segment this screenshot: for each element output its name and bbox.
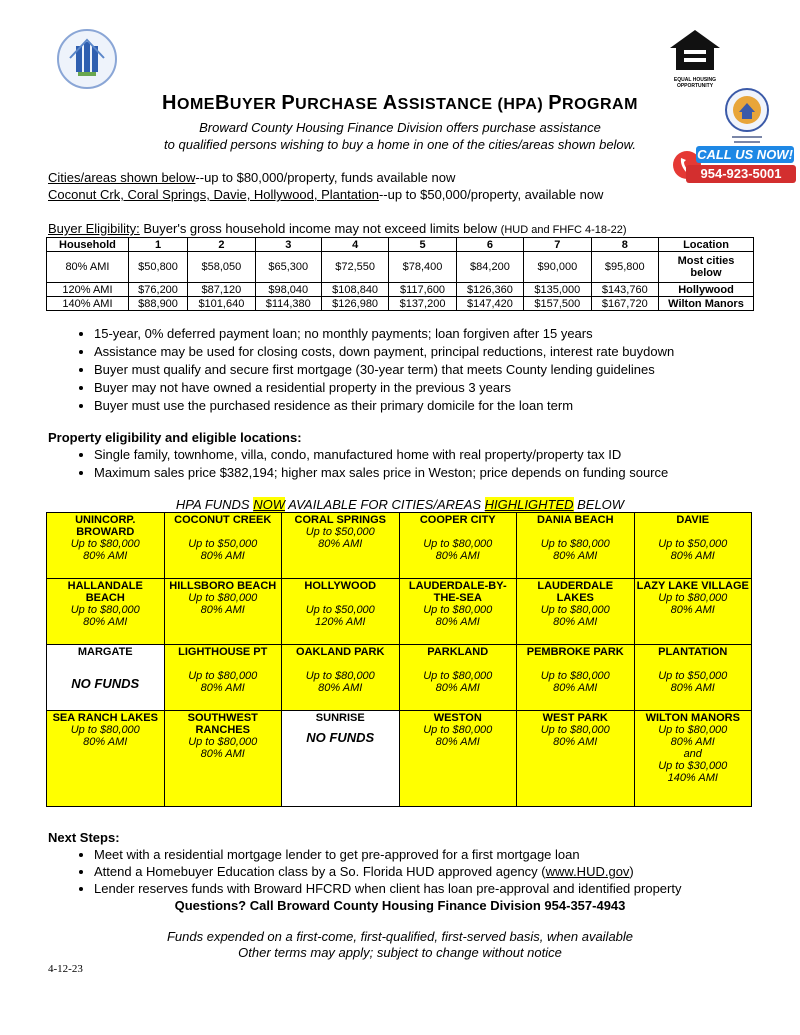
grid-row: [47, 645, 752, 711]
list-item: • Maximum sales price $382,194; higher max sales price in Weston; price depends on funding source: [94, 465, 668, 480]
table-row: [47, 252, 754, 283]
list-item: • Assistance may be used for closing costs, down payment, principal reductions, interest rate buydown: [94, 344, 674, 359]
header-3: 3: [255, 238, 321, 252]
header-4: 4: [321, 238, 388, 252]
list-item: • Buyer must qualify and secure first mortgage (30-year term) that meets County lending guidelines: [94, 362, 674, 377]
header-1: 1: [128, 238, 187, 252]
table-cell: $101,640: [188, 297, 255, 311]
city-cell-southwest-ranches: SOUTHWEST RANCHES Up to $80,000 80% AMI: [164, 711, 282, 807]
hud-website-link[interactable]: www.HUD.gov: [545, 864, 630, 879]
city-cell-weston: WESTON Up to $80,000 80% AMI: [399, 711, 517, 807]
footer-line-1: Funds expended on a first-come, first-qualified, first-served basis, when available: [166, 929, 634, 944]
subtitle-line-1: Broward County Housing Finance Division offers purchase assistance: [199, 120, 601, 135]
document-date: 4-12-23: [48, 963, 83, 975]
now-highlight: NOW: [253, 497, 285, 512]
table-cell: $90,000: [524, 252, 591, 283]
income-limits-table: [46, 237, 754, 311]
table-cell: $108,840: [321, 283, 388, 297]
city-cell-lauderdale-lakes: LAUDERDALE LAKES Up to $80,000 80% AMI: [517, 579, 635, 645]
grid-row: [47, 513, 752, 579]
equal-housing-house-icon: [664, 26, 726, 72]
buyer-eligibility-text: Buyer's gross household income may not exceed limits below: [139, 221, 498, 236]
hud-logo-icon: [56, 28, 118, 90]
table-cell: $137,200: [389, 297, 456, 311]
eho-text-1: EQUAL HOUSING: [673, 77, 717, 83]
table-cell: $84,200: [456, 252, 523, 283]
table-cell: $76,200: [128, 283, 187, 297]
city-cell-sea-ranch-lakes: SEA RANCH LAKES Up to $80,000 80% AMI: [47, 711, 165, 807]
availability-line-2-label: Coconut Crk, Coral Springs, Davie, Hollywood, Plantation: [48, 187, 379, 202]
city-cell-lauderdale-by-the-sea: LAUDERDALE-BY-THE-SEA Up to $80,000 80% AMI: [399, 579, 517, 645]
table-cell: $143,760: [591, 283, 658, 297]
table-cell: 140% AMI: [47, 297, 129, 311]
no-funds-label: NO FUNDS: [306, 730, 375, 745]
city-cell-coconut-creek: COCONUT CREEK Up to $50,000 80% AMI: [164, 513, 282, 579]
table-cell: $50,800: [128, 252, 187, 283]
grid-row: [47, 711, 752, 807]
list-item: • Single family, townhome, villa, condo, manufactured home with real property/property tax ID: [94, 447, 668, 462]
header-2: 2: [188, 238, 255, 252]
list-item: • 15-year, 0% deferred payment loan; no monthly payments; loan forgiven after 15 years: [94, 326, 674, 341]
availability-line-2: [48, 187, 603, 202]
list-item: • Lender reserves funds with Broward HFCRD when client has loan pre-approval and identified property: [94, 881, 681, 896]
availability-line-1-label: Cities/areas shown below: [48, 170, 196, 185]
header-5: 5: [389, 238, 456, 252]
list-item: • Buyer must use the purchased residence as their primary domicile for the loan term: [94, 398, 674, 413]
list-item: • Attend a Homebuyer Education class by a So. Florida HUD approved agency (www.HUD.gov): [94, 864, 681, 879]
table-cell: Hollywood: [659, 283, 754, 297]
no-funds-label: NO FUNDS: [71, 676, 140, 691]
hpa-funds-heading: HPA FUNDS NOW AVAILABLE FOR CITIES/AREAS HIGHLIGHTED BELOW: [175, 497, 625, 512]
table-cell: 80% AMI: [47, 252, 129, 283]
city-cell-davie: DAVIE Up to $50,000 80% AMI: [634, 513, 752, 579]
city-cell-hollywood: HOLLYWOOD Up to $50,000 120% AMI: [282, 579, 400, 645]
table-row: [47, 297, 754, 311]
city-cell-cooper-city: COOPER CITY Up to $80,000 80% AMI: [399, 513, 517, 579]
availability-line-1: [48, 170, 455, 185]
table-cell: Most cities below: [659, 252, 754, 283]
call-phone-number: 954-923-5001: [686, 165, 796, 183]
table-cell: $87,120: [188, 283, 255, 297]
buyer-eligibility-label: Buyer Eligibility:: [48, 221, 140, 236]
header-6: 6: [456, 238, 523, 252]
table-cell: 120% AMI: [47, 283, 129, 297]
city-cell-lazy-lake-village: LAZY LAKE VILLAGE Up to $80,000 80% AMI: [634, 579, 752, 645]
city-cell-sunrise: SUNRISE NO FUNDS: [282, 711, 400, 807]
call-now-badge[interactable]: [672, 146, 796, 184]
table-cell: $135,000: [524, 283, 591, 297]
table-cell: $98,040: [255, 283, 321, 297]
table-cell: $126,980: [321, 297, 388, 311]
city-cell-plantation: PLANTATION Up to $50,000 80% AMI: [634, 645, 752, 711]
city-cell-pembroke-park: PEMBROKE PARK Up to $80,000 80% AMI: [517, 645, 635, 711]
header-7: 7: [524, 238, 591, 252]
table-cell: $167,720: [591, 297, 658, 311]
eho-text-2: OPPORTUNITY: [676, 83, 714, 89]
table-cell: $117,600: [389, 283, 456, 297]
table-cell: $65,300: [255, 252, 321, 283]
loan-terms-list: [48, 326, 674, 416]
grid-row: [47, 579, 752, 645]
table-cell: $126,360: [456, 283, 523, 297]
table-cell: $95,800: [591, 252, 658, 283]
table-cell: $157,500: [524, 297, 591, 311]
city-cell-hillsboro-beach: HILLSBORO BEACH Up to $80,000 80% AMI: [164, 579, 282, 645]
table-cell: $88,900: [128, 297, 187, 311]
buyer-eligibility-line: [48, 221, 627, 236]
income-source-note: (HUD and FHFC 4-18-22): [500, 224, 627, 236]
city-cell-parkland: PARKLAND Up to $80,000 80% AMI: [399, 645, 517, 711]
next-steps-heading: Next Steps:: [48, 830, 120, 845]
city-funding-grid: [46, 512, 752, 807]
table-cell: Wilton Manors: [659, 297, 754, 311]
availability-line-2-text: --up to $50,000/property, available now: [378, 187, 604, 202]
questions-contact: Questions? Call Broward County Housing Finance Division 954-357-4943: [174, 898, 626, 913]
city-cell-west-park: WEST PARK Up to $80,000 80% AMI: [517, 711, 635, 807]
subtitle-line-2: to qualified persons wishing to buy a home in one of the cities/areas shown below.: [164, 137, 636, 152]
header-8: 8: [591, 238, 658, 252]
city-cell-wilton-manors: WILTON MANORS Up to $80,000 80% AMI and Up to $30,000 140% AMI: [634, 711, 752, 807]
table-cell: $147,420: [456, 297, 523, 311]
property-heading: Property eligibility and eligible locations:: [48, 430, 302, 445]
availability-line-1-text: --up to $80,000/property, funds available now: [195, 170, 456, 185]
city-cell-oakland-park: OAKLAND PARK Up to $80,000 80% AMI: [282, 645, 400, 711]
table-cell: $72,550: [321, 252, 388, 283]
table-cell: $114,380: [255, 297, 321, 311]
next-steps-list: [48, 847, 681, 896]
city-cell-lighthouse-pt: LIGHTHOUSE PT Up to $80,000 80% AMI: [164, 645, 282, 711]
header-household: Household: [47, 238, 129, 252]
income-header-row: [47, 238, 754, 252]
list-item: • Meet with a residential mortgage lender to get pre-approved for a first mortgage loan: [94, 847, 681, 862]
city-cell-coral-springs: CORAL SPRINGS Up to $50,000 80% AMI: [282, 513, 400, 579]
header-location: Location: [659, 238, 754, 252]
equal-housing-logo: [664, 26, 726, 88]
city-cell-margate: MARGATE NO FUNDS: [47, 645, 165, 711]
call-now-label: CALL US NOW!: [697, 147, 793, 162]
city-cell-dania-beach: DANIA BEACH Up to $80,000 80% AMI: [517, 513, 635, 579]
city-cell-unincorp-broward: UNINCORP. BROWARD Up to $80,000 80% AMI: [47, 513, 165, 579]
footer-line-2: Other terms may apply; subject to change without notice: [238, 945, 562, 960]
program-title: HOMEBUYER PURCHASE ASSISTANCE (HPA) PROGRAM: [162, 92, 638, 114]
highlighted-highlight: HIGHLIGHTED: [484, 497, 574, 512]
table-row: [47, 283, 754, 297]
property-list: [48, 447, 668, 483]
list-item: • Buyer may not have owned a residential property in the previous 3 years: [94, 380, 674, 395]
table-cell: $78,400: [389, 252, 456, 283]
table-cell: $58,050: [188, 252, 255, 283]
city-cell-hallandale-beach: HALLANDALE BEACH Up to $80,000 80% AMI: [47, 579, 165, 645]
